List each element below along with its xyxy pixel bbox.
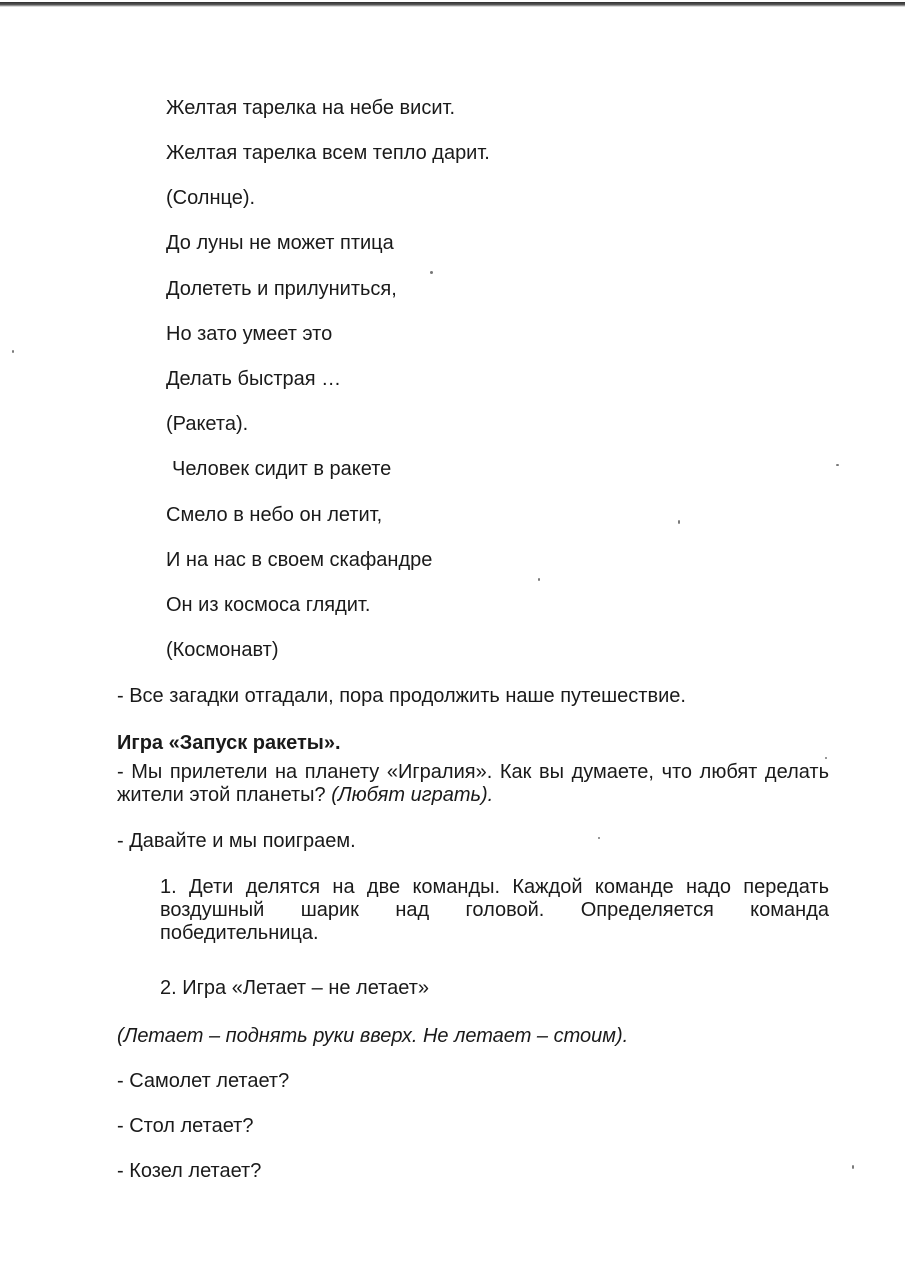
riddle-line: Делать быстрая … — [166, 368, 342, 390]
game-item-1: 1. Дети делятся на две команды. Каждой команде надо передать воздушный шарик над головой. Определяется команда победительница. — [160, 876, 829, 944]
scan-speck — [825, 757, 827, 759]
riddle-line: Желтая тарелка на небе висит. — [166, 97, 456, 119]
riddle-line: И на нас в своем скафандре — [166, 549, 433, 571]
game-title: Игра «Запуск ракеты». — [117, 732, 341, 754]
scan-speck — [836, 464, 839, 466]
question-line: - Стол летает? — [117, 1115, 254, 1137]
game-intro-paragraph — [117, 761, 829, 807]
riddle-answer: (Солнце). — [166, 187, 256, 209]
riddle-answer: (Ракета). — [166, 413, 249, 435]
scan-speck — [430, 271, 433, 274]
scan-speck — [12, 350, 14, 353]
scan-speck — [852, 1165, 854, 1169]
game-item-2: 2. Игра «Летает – не летает» — [160, 977, 429, 999]
riddle-line: Смело в небо он летит, — [166, 504, 383, 526]
scan-speck — [538, 578, 540, 581]
riddle-line: До луны не может птица — [166, 232, 394, 254]
game-intro-answer: (Любят играть). — [331, 784, 494, 806]
scan-speck — [678, 520, 680, 524]
riddle-line: Но зато умеет это — [166, 323, 333, 345]
lets-play-line: - Давайте и мы поиграем. — [117, 830, 356, 852]
scan-top-edge — [0, 2, 905, 7]
riddle-answer: (Космонавт) — [166, 639, 279, 661]
game-rules: (Летает – поднять руки вверх. Не летает – стоим). — [117, 1025, 629, 1047]
question-line: - Самолет летает? — [117, 1070, 290, 1092]
question-line: - Козел летает? — [117, 1160, 262, 1182]
riddle-line: Желтая тарелка всем тепло дарит. — [166, 142, 490, 164]
riddle-line: Он из космоса глядит. — [166, 594, 371, 616]
transition-line: - Все загадки отгадали, пора продолжить наше путешествие. — [117, 685, 686, 707]
game-intro-text: - Мы прилетели на планету «Игралия». Как вы думаете, что любят делать жители этой планеты? — [117, 761, 829, 806]
riddle-line: Человек сидит в ракете — [172, 458, 392, 480]
riddle-line: Долететь и прилуниться, — [166, 278, 397, 300]
scan-speck — [598, 837, 600, 839]
